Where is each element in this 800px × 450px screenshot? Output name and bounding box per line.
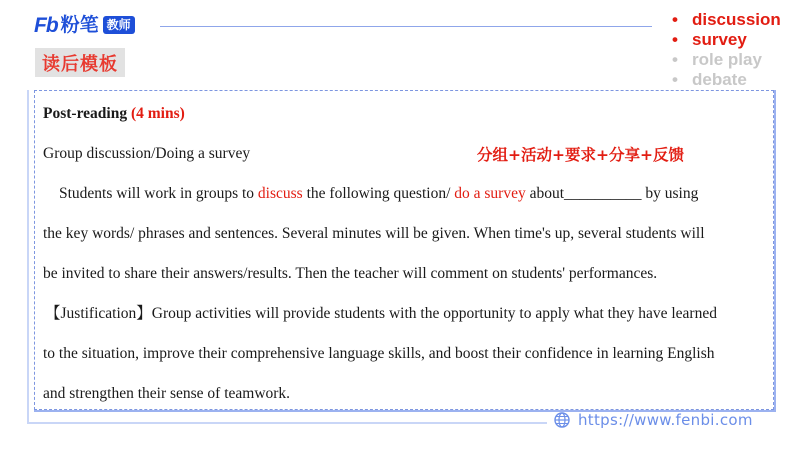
procedure-steps: 分组+活动+要求+分享+反馈 (477, 146, 684, 164)
bullet-icon: • (672, 70, 678, 89)
bullet-icon: • (672, 30, 678, 49)
brand-name: 粉笔 (60, 13, 99, 36)
globe-icon (554, 412, 570, 428)
time-allotment: (4 mins) (130, 105, 185, 122)
activity-item-role-play: • role play (672, 50, 762, 69)
activity-list (672, 10, 781, 90)
activity-item-survey: • survey (672, 30, 747, 49)
activity-subtitle: Group discussion/Doing a survey (43, 145, 251, 162)
brand-tag: 教师 (103, 16, 135, 34)
justification-line-3: and strengthen their sense of teamwork. (43, 385, 291, 402)
highlight-survey: do a survey (454, 185, 526, 202)
activity-item-discussion: • discussion (672, 10, 781, 29)
fenbi-logo-mark: Fb (34, 13, 58, 37)
left-accent-bar (27, 90, 29, 422)
activity-item-debate: • debate (672, 70, 747, 89)
footer-url (554, 411, 753, 429)
paragraph-1-line-3: be invited to share their answers/results. Then the teacher will comment on students' performances. (43, 265, 658, 282)
bullet-icon: • (672, 50, 678, 69)
justification-line-2: to the situation, improve their comprehensive language skills, and boost their confidence in learning English (43, 345, 715, 362)
bullet-icon: • (672, 10, 678, 29)
bottom-accent-bar (27, 422, 547, 424)
footer-url-text: https://www.fenbi.com (578, 411, 753, 429)
section-tab (35, 48, 125, 77)
brand-logo (34, 12, 135, 38)
highlight-discuss: discuss (257, 185, 303, 202)
justification-line-1: 【Justification】Group activities will provide students with the opportunity to apply what they have learned (45, 305, 717, 322)
paragraph-1-line-1: Students will work in groups to discuss the following question/ do a survey about__________ by using (59, 185, 699, 202)
header-divider (160, 26, 652, 27)
post-reading-heading: Post-reading (4 mins) (43, 105, 185, 122)
paragraph-1-line-2: the key words/ phrases and sentences. Several minutes will be given. When time's up, several students will (43, 225, 705, 242)
section-title: 读后模板 (42, 53, 118, 75)
